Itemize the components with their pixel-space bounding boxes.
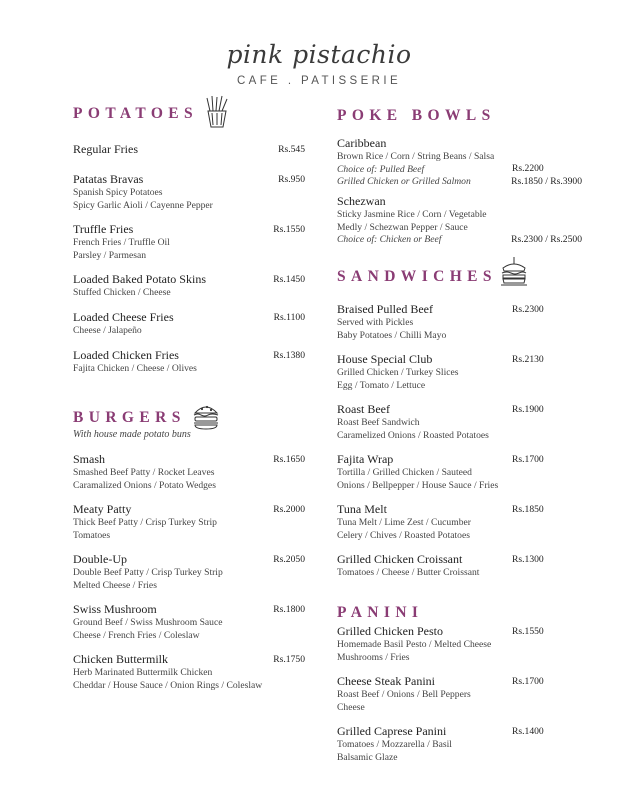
sandwich-icon xyxy=(499,256,529,291)
potatoes-title: POTATOES xyxy=(73,105,199,122)
menu-item xyxy=(73,142,305,172)
item-price: Rs.2130 xyxy=(512,354,544,365)
menu-item xyxy=(73,348,305,378)
item-desc: Tomatoes / Cheese / Butter Croissant xyxy=(337,567,480,578)
item-desc: Ground Beef / Swiss Mushroom Sauce xyxy=(73,617,223,628)
menu-item xyxy=(337,302,582,352)
item-desc: Cheddar / House Sauce / Onion Rings / Coleslaw xyxy=(73,679,263,691)
item-desc: Tomatoes xyxy=(73,529,111,541)
menu-item xyxy=(73,602,305,652)
burger-icon xyxy=(192,401,220,436)
item-desc: Roast Beef Sandwich xyxy=(337,417,420,428)
sandwiches-title: SANDWICHES xyxy=(337,268,497,285)
item-name: Schezwan xyxy=(337,194,386,208)
item-desc: Caramelized Onions / Roasted Potatoes xyxy=(337,429,489,441)
menu-item xyxy=(73,172,305,222)
burgers-title: BURGERS xyxy=(73,409,186,426)
item-desc: French Fries / Truffle Oil xyxy=(73,237,170,248)
item-desc: Stuffed Chicken / Cheese xyxy=(73,287,171,298)
item-desc: Homemade Basil Pesto / Melted Cheese xyxy=(337,639,492,650)
item-price: Rs.2000 xyxy=(273,504,305,515)
item-name: Caribbean xyxy=(337,136,387,150)
item-desc: Balsamic Glaze xyxy=(337,751,398,763)
item-name: Swiss Mushroom xyxy=(73,602,157,616)
menu-item xyxy=(73,652,305,692)
item-price: Rs.1380 xyxy=(273,350,305,361)
item-desc: Egg / Tomato / Lettuce xyxy=(337,379,426,391)
menu-item xyxy=(337,136,582,194)
item-price: Rs.1650 xyxy=(273,454,305,465)
item-desc: Onions / Bellpepper / House Sauce / Fries xyxy=(337,479,499,491)
brand-logo: pink pistachio xyxy=(226,40,412,69)
left-column xyxy=(73,100,305,692)
item-name: Grilled Caprese Panini xyxy=(337,724,447,738)
item-name: Grilled Chicken Pesto xyxy=(337,624,443,638)
brand-header xyxy=(0,40,638,87)
item-desc: Parsley / Parmesan xyxy=(73,249,147,261)
item-desc: Grilled Chicken or Grilled Salmon xyxy=(337,176,471,187)
item-price: Rs.1750 xyxy=(273,654,305,665)
item-name: Loaded Chicken Fries xyxy=(73,348,179,362)
menu-item xyxy=(337,402,582,452)
panini-header xyxy=(337,602,582,624)
item-desc: Tuna Melt / Lime Zest / Cucumber xyxy=(337,517,471,528)
item-desc: Caramalized Onions / Potato Wedges xyxy=(73,479,216,491)
item-desc: Fajita Chicken / Cheese / Olives xyxy=(73,363,197,374)
item-price: Rs.1700 xyxy=(512,676,544,687)
item-name: Fajita Wrap xyxy=(337,452,394,466)
item-name: Meaty Patty xyxy=(73,502,132,516)
item-price: Rs.1100 xyxy=(273,312,305,323)
item-desc: Cheese xyxy=(337,701,365,713)
burgers-subtitle: With house made potato buns xyxy=(73,429,191,440)
item-price: Rs.1400 xyxy=(512,726,544,737)
item-price: Rs.1850 / Rs.3900 xyxy=(511,176,582,187)
item-desc: Smashed Beef Patty / Rocket Leaves xyxy=(73,467,215,478)
item-desc: Spicy Garlic Aioli / Cayenne Pepper xyxy=(73,199,213,211)
item-price: Rs.2050 xyxy=(273,554,305,565)
item-desc: Choice of: Pulled Beef xyxy=(337,163,425,175)
item-desc: Thick Beef Patty / Crisp Turkey Strip xyxy=(73,517,217,528)
item-name: Loaded Baked Potato Skins xyxy=(73,272,206,286)
sandwiches-header xyxy=(337,260,582,294)
fries-icon xyxy=(204,95,230,134)
menu-item xyxy=(73,502,305,552)
menu-item xyxy=(337,352,582,402)
item-desc: Spanish Spicy Potatoes xyxy=(73,187,163,198)
menu-item xyxy=(73,222,305,272)
item-price: Rs.1300 xyxy=(512,554,544,565)
item-name: Chicken Buttermilk xyxy=(73,652,168,666)
item-desc: Brown Rice / Corn / String Beans / Salsa xyxy=(337,151,495,162)
menu-item xyxy=(73,552,305,602)
item-price: Rs.1850 xyxy=(512,504,544,515)
item-name: Smash xyxy=(73,452,106,466)
item-name: Braised Pulled Beef xyxy=(337,302,433,316)
item-price: Rs.1450 xyxy=(273,274,305,285)
item-name: House Special Club xyxy=(337,352,433,366)
item-price: Rs.1550 xyxy=(273,224,305,235)
item-price: Rs.1550 xyxy=(512,626,544,637)
panini-title: PANINI xyxy=(337,604,424,621)
item-desc: Herb Marinated Buttermilk Chicken xyxy=(73,667,213,678)
item-price: Rs.2300 xyxy=(512,304,544,315)
item-name: Truffle Fries xyxy=(73,222,134,236)
item-desc: Cheese / French Fries / Coleslaw xyxy=(73,629,200,641)
burgers-header xyxy=(73,404,305,432)
item-desc: Mushrooms / Fries xyxy=(337,651,410,663)
item-price: Rs.2300 / Rs.2500 xyxy=(511,234,582,245)
menu-item xyxy=(337,452,582,502)
item-price: Rs.2200 xyxy=(512,163,544,174)
item-price: Rs.950 xyxy=(278,174,305,185)
item-name: Tuna Melt xyxy=(337,502,387,516)
right-column xyxy=(337,102,582,764)
item-name: Roast Beef xyxy=(337,402,390,416)
item-desc: Roast Beef / Onions / Bell Peppers xyxy=(337,689,471,700)
brand-tagline: CAFE . PATISSERIE xyxy=(236,75,402,87)
item-desc: Tortilla / Grilled Chicken / Sauteed xyxy=(337,467,472,478)
item-desc: Grilled Chicken / Turkey Slices xyxy=(337,367,459,378)
item-desc: Double Beef Patty / Crisp Turkey Strip xyxy=(73,567,223,578)
potatoes-header xyxy=(73,100,305,128)
poke-title: POKE BOWLS xyxy=(337,107,496,124)
menu-item xyxy=(337,502,582,552)
item-desc: Cheese / Jalapeño xyxy=(73,325,142,336)
menu-item xyxy=(337,724,582,764)
menu-item xyxy=(337,674,582,724)
menu-item xyxy=(337,624,582,674)
item-desc: Medly / Schezwan Pepper / Sauce xyxy=(337,221,468,233)
menu-item xyxy=(73,272,305,310)
poke-header xyxy=(337,102,582,130)
item-name: Patatas Bravas xyxy=(73,172,144,186)
item-name: Regular Fries xyxy=(73,142,138,156)
item-price: Rs.1900 xyxy=(512,404,544,415)
menu-item xyxy=(73,310,305,348)
item-desc: Served with Pickles xyxy=(337,317,414,328)
item-name: Grilled Chicken Croissant xyxy=(337,552,463,566)
item-desc: Baby Potatoes / Chilli Mayo xyxy=(337,329,447,341)
item-desc: Sticky Jasmine Rice / Corn / Vegetable xyxy=(337,209,487,220)
item-price: Rs.1700 xyxy=(512,454,544,465)
item-desc: Choice of: Chicken or Beef xyxy=(337,234,442,245)
item-price: Rs.545 xyxy=(278,144,305,155)
menu-item xyxy=(337,194,582,254)
item-desc: Celery / Chives / Roasted Potatoes xyxy=(337,529,470,541)
item-name: Loaded Cheese Fries xyxy=(73,310,174,324)
menu-item xyxy=(73,452,305,502)
item-name: Cheese Steak Panini xyxy=(337,674,435,688)
item-name: Double-Up xyxy=(73,552,127,566)
item-desc: Tomatoes / Mozzarella / Basil xyxy=(337,739,452,750)
item-price: Rs.1800 xyxy=(273,604,305,615)
menu-item xyxy=(337,552,582,592)
item-desc: Melted Cheese / Fries xyxy=(73,579,157,591)
